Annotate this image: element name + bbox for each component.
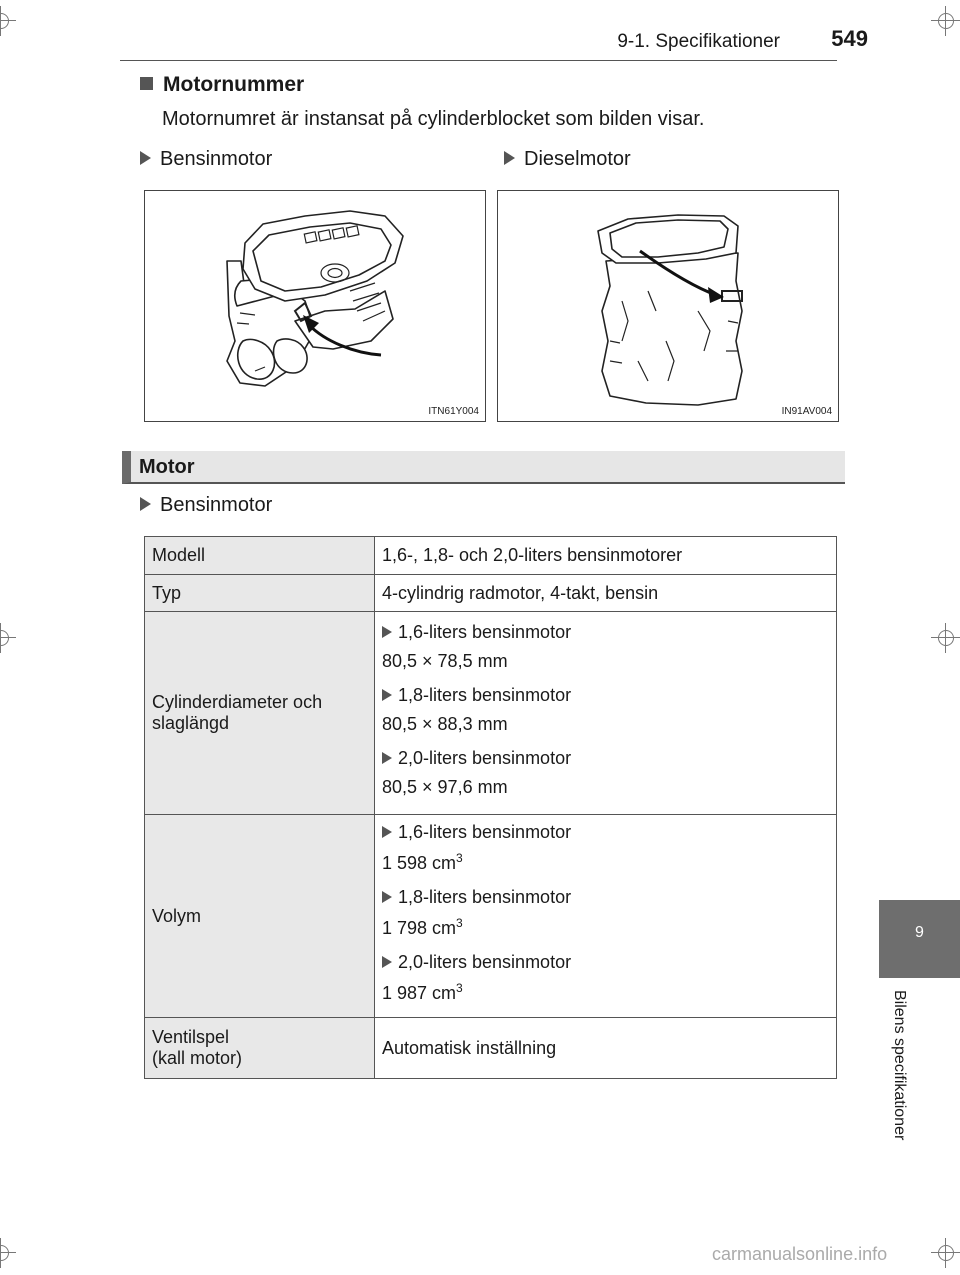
page-number: 549 — [831, 26, 868, 51]
engine-variant: 1,6-liters bensinmotor — [382, 622, 829, 643]
crop-mark — [0, 6, 16, 36]
figure-code: ITN61Y004 — [428, 406, 479, 417]
triangle-bullet-icon — [140, 497, 151, 511]
table-row — [145, 815, 837, 1018]
diesel-engine-illustration — [498, 191, 838, 421]
figure-caption-petrol: Bensinmotor — [140, 148, 272, 171]
row-label: Cylinderdiameter och slaglängd — [145, 612, 375, 815]
table-row — [145, 612, 837, 815]
table-row — [145, 1018, 837, 1079]
diesel-engine-figure — [497, 190, 839, 422]
triangle-bullet-icon — [382, 752, 392, 764]
triangle-bullet-icon — [382, 626, 392, 638]
triangle-bullet-icon — [382, 891, 392, 903]
crop-mark — [0, 1238, 16, 1268]
petrol-engine-illustration — [145, 191, 485, 421]
table-row — [145, 575, 837, 612]
petrol-engine-figure — [144, 190, 486, 422]
row-label: Modell — [145, 537, 375, 575]
engine-variant: 1,8-liters bensinmotor — [382, 685, 829, 706]
row-label: Typ — [145, 575, 375, 612]
crop-mark — [0, 623, 16, 653]
engine-spec-table — [144, 536, 837, 1079]
section-title: 9-1. Specifikationer — [617, 31, 780, 52]
engine-number-heading: Motornummer — [140, 73, 304, 97]
section-title: Motor — [139, 456, 195, 478]
watermark: carmanualsonline.info — [712, 1244, 888, 1264]
crop-mark — [931, 6, 960, 36]
bore-stroke-value: 80,5 × 97,6 mm — [382, 776, 508, 797]
square-bullet-icon — [140, 77, 153, 90]
row-label: Ventilspel (kall motor) — [145, 1018, 375, 1079]
triangle-bullet-icon — [382, 689, 392, 701]
triangle-bullet-icon — [382, 956, 392, 968]
row-value: Automatisk inställning — [375, 1018, 837, 1079]
triangle-bullet-icon — [504, 151, 515, 165]
engine-number-description: Motornumret är instansat på cylinderblocket som bilden visar. — [162, 108, 705, 130]
volume-value: 1 798 $cm^3$ — [382, 915, 463, 938]
figure-caption-diesel: Dieselmotor — [504, 148, 631, 171]
chapter-tab[interactable]: 9 — [879, 900, 960, 978]
page-header — [120, 26, 870, 56]
row-value — [375, 815, 837, 1018]
crop-mark — [931, 623, 960, 653]
engine-variant: 1,6-liters bensinmotor — [382, 822, 829, 843]
engine-variant: 2,0-liters bensinmotor — [382, 748, 829, 769]
engine-variant: 2,0-liters bensinmotor — [382, 952, 829, 973]
volume-value: 1 987 $cm^3$ — [382, 980, 463, 1003]
engine-variant: 1,8-liters bensinmotor — [382, 887, 829, 908]
header-divider — [120, 60, 837, 61]
table-subheading: Bensinmotor — [140, 494, 272, 517]
chapter-tab-label: Bilens specifikationer — [891, 990, 908, 1141]
bore-stroke-value: 80,5 × 78,5 mm — [382, 650, 508, 671]
triangle-bullet-icon — [382, 826, 392, 838]
row-value: 1,6-, 1,8- och 2,0-liters bensinmotorer — [375, 537, 837, 575]
bore-stroke-value: 80,5 × 88,3 mm — [382, 713, 508, 734]
triangle-bullet-icon — [140, 151, 151, 165]
volume-value: 1 598 $cm^3$ — [382, 850, 463, 873]
figure-code: IN91AV004 — [781, 406, 832, 417]
crop-mark — [931, 1238, 960, 1268]
row-label: Volym — [145, 815, 375, 1018]
row-value: 4-cylindrig radmotor, 4-takt, bensin — [375, 575, 837, 612]
row-value — [375, 612, 837, 815]
table-row — [145, 537, 837, 575]
section-bar-motor — [122, 451, 845, 484]
